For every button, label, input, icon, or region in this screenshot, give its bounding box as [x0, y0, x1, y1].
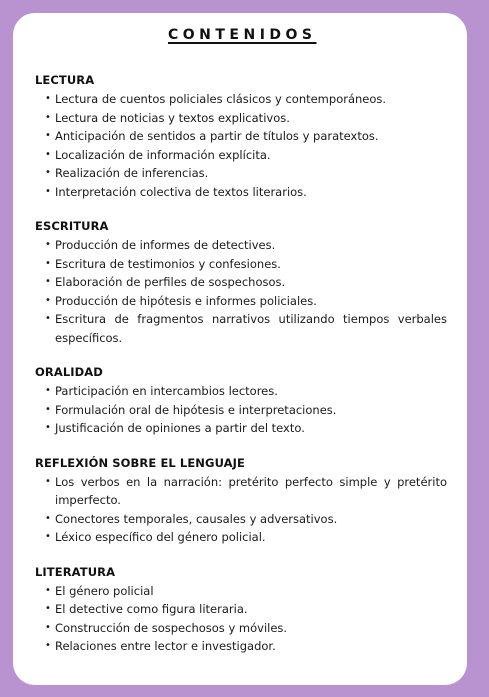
list-item: • Lectura de cuentos policiales clásicos y contemporáneos. [47, 90, 447, 109]
content-card [13, 13, 467, 685]
section-list [35, 473, 447, 547]
section-heading: REFLEXIÓN SOBRE EL LENGUAJE [35, 455, 245, 470]
list-item: • Justificación de opiniones a partir del texto. [47, 419, 447, 438]
list-item: • Anticipación de sentidos a partir de títulos y paratextos. [47, 127, 447, 146]
list-item: • Producción de informes de detectives. [47, 236, 447, 255]
list-item: • Conectores temporales, causales y adversativos. [47, 510, 447, 529]
section-heading: LECTURA [35, 73, 95, 87]
section-oralidad [35, 365, 447, 438]
list-item: • El detective como figura literaria. [47, 600, 447, 619]
section-reflexion [35, 456, 447, 547]
list-item: • Léxico específico del género policial. [47, 528, 447, 547]
sections-container [35, 73, 447, 674]
section-list [35, 582, 447, 656]
section-heading: LITERATURA [35, 564, 116, 579]
list-item: • Formulación oral de hipótesis e interpretaciones. [47, 401, 447, 420]
list-item: • Relaciones entre lector e investigador. [47, 637, 447, 656]
list-item: • El género policial [47, 582, 447, 601]
list-item: • Producción de hipótesis e informes policiales. [47, 292, 447, 311]
list-item: • Escritura de fragmentos narrativos utilizando tiempos verbales específicos. [47, 310, 447, 347]
list-item: • Escritura de testimonios y confesiones. [47, 255, 447, 274]
list-item: • Construcción de sospechosos y móviles. [47, 619, 447, 638]
section-list [35, 236, 447, 347]
list-item: • Realización de inferencias. [47, 164, 447, 183]
list-item: • Elaboración de perfiles de sospechosos. [47, 273, 447, 292]
section-escritura [35, 219, 447, 347]
list-item: • Localización de información explícita. [47, 146, 447, 165]
section-list [35, 90, 447, 201]
list-item: • Participación en intercambios lectores. [47, 382, 447, 401]
list-item: • Los verbos en la narración: pretérito perfecto simple y pretérito imperfecto. [47, 473, 447, 510]
section-heading: ESCRITURA [35, 219, 109, 233]
page-title: CONTENIDOS [167, 27, 317, 43]
list-item: • Lectura de noticias y textos explicativos. [47, 109, 447, 128]
list-item: • Interpretación colectiva de textos literarios. [47, 183, 447, 202]
section-lectura [35, 73, 447, 201]
section-list [35, 382, 447, 438]
section-heading: ORALIDAD [35, 365, 103, 379]
section-literatura [35, 565, 447, 656]
